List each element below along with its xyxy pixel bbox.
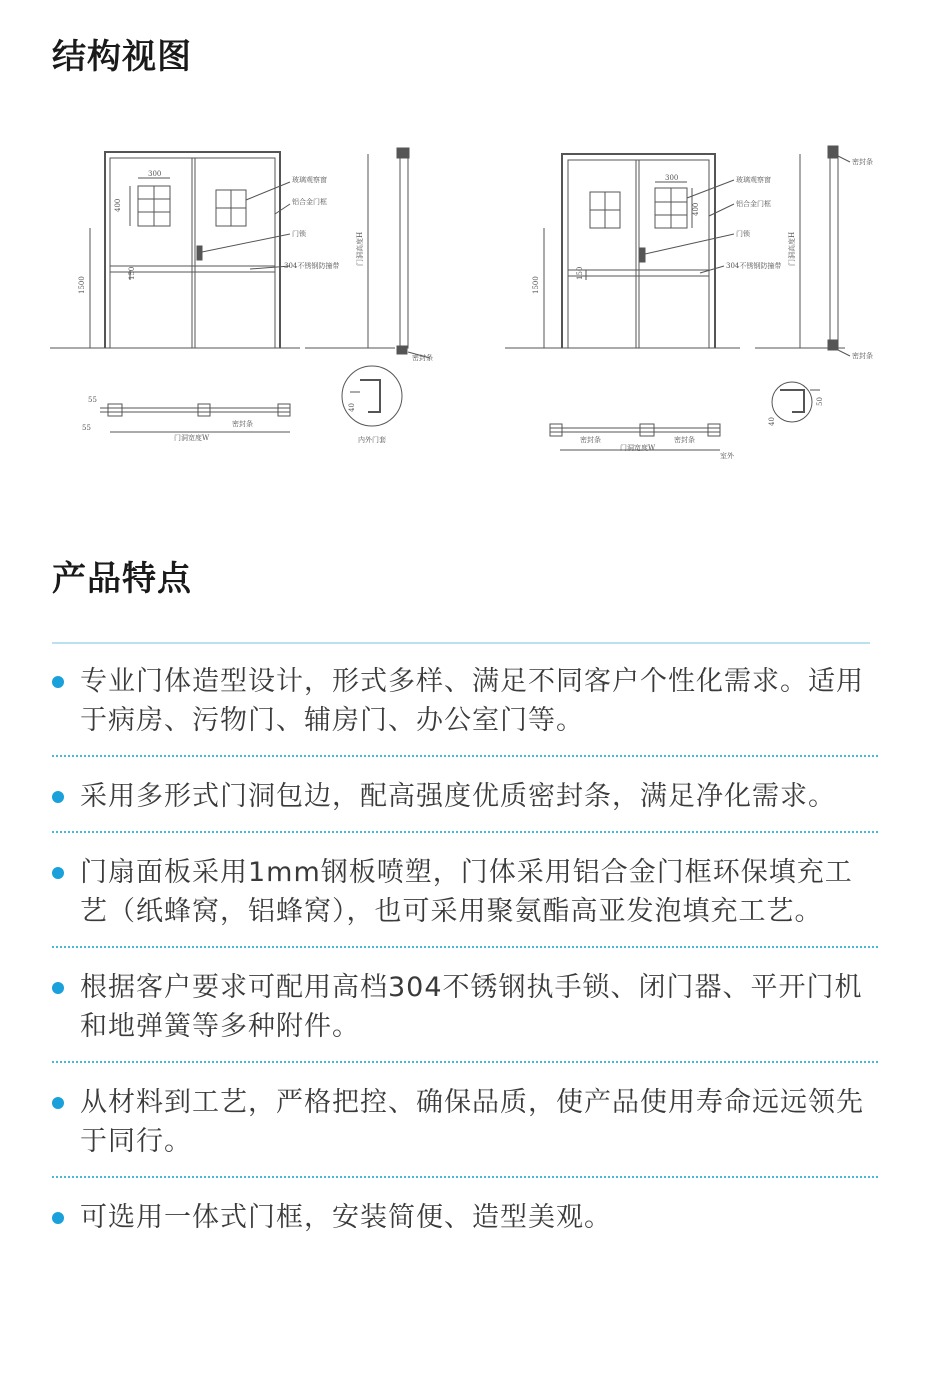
feature-text: 专业门体造型设计，形式多样、满足不同客户个性化需求。适用于病房、污物门、辅房门、办公室门等。 bbox=[80, 666, 864, 736]
structure-view-title: 结构视图 bbox=[52, 37, 192, 77]
dim-window-width: 300 bbox=[148, 170, 162, 178]
label-inner-outer-cover: 内外门套 bbox=[358, 436, 386, 444]
feature-item bbox=[52, 853, 878, 948]
label-aluminum-frame: 铝合金门框 bbox=[736, 200, 771, 208]
dim-detail-40: 40 bbox=[768, 417, 776, 426]
label-seal-top: 密封条 bbox=[852, 158, 873, 166]
feature-text: 从材料到工艺，严格把控、确保品质，使产品使用寿命远远领先于同行。 bbox=[80, 1087, 864, 1157]
bullet-dot-icon bbox=[52, 1212, 64, 1224]
feature-item bbox=[52, 1083, 878, 1178]
feature-item bbox=[52, 662, 878, 757]
dim-window-height: 400 bbox=[692, 202, 700, 216]
feature-text: 采用多形式门洞包边，配高强度优质密封条，满足净化需求。 bbox=[80, 781, 836, 812]
dim-window-width: 300 bbox=[665, 174, 679, 182]
label-aluminum-frame: 铝合金门框 bbox=[292, 198, 327, 206]
features-top-divider bbox=[52, 642, 870, 644]
feature-item bbox=[52, 777, 878, 833]
product-features-title: 产品特点 bbox=[52, 559, 192, 599]
label-seal-bottom: 密封条 bbox=[852, 352, 873, 360]
bullet-dot-icon bbox=[52, 791, 64, 803]
dim-window-height: 400 bbox=[114, 198, 122, 212]
dim-detail-50: 50 bbox=[816, 397, 824, 406]
dim-detail-40: 40 bbox=[348, 403, 356, 412]
dim-band-height: 150 bbox=[128, 266, 136, 280]
label-seal-side: 密封条 bbox=[412, 354, 433, 362]
label-opening-width: 门洞宽度W bbox=[174, 434, 210, 442]
label-glass-window: 玻璃观察窗 bbox=[736, 176, 771, 184]
label-door-lock: 门锁 bbox=[736, 230, 750, 238]
dim-band-height: 150 bbox=[576, 266, 584, 280]
feature-item bbox=[52, 1198, 878, 1252]
bullet-dot-icon bbox=[52, 982, 64, 994]
dim-lock-height: 1500 bbox=[532, 276, 540, 294]
feature-text: 门扇面板采用1mm钢板喷塑，门体采用铝合金门框环保填充工艺（纸蜂窝，铝蜂窝），也可采用聚氨酯高亚发泡填充工艺。 bbox=[80, 857, 853, 927]
dim-plan-55-bottom: 55 bbox=[82, 424, 91, 432]
dim-lock-height: 1500 bbox=[78, 276, 86, 294]
label-opening-width: 门洞宽度W bbox=[620, 444, 656, 452]
label-seal-plan-right: 密封条 bbox=[674, 436, 695, 444]
label-steel-band: 304不锈钢防撞带 bbox=[726, 262, 782, 270]
door-drawing-left bbox=[50, 140, 470, 470]
dim-plan-55-top: 55 bbox=[88, 396, 97, 404]
bullet-dot-icon bbox=[52, 676, 64, 688]
label-opening-height: 门洞高度H bbox=[788, 231, 796, 266]
feature-item bbox=[52, 968, 878, 1063]
features-list bbox=[52, 662, 878, 1272]
label-steel-band: 304不锈钢防撞带 bbox=[284, 262, 340, 270]
label-opening-height: 门洞高度H bbox=[356, 231, 364, 266]
bullet-dot-icon bbox=[52, 1097, 64, 1109]
label-glass-window: 玻璃观察窗 bbox=[292, 176, 327, 184]
door-drawing-right bbox=[500, 140, 900, 470]
label-outdoor: 室外 bbox=[720, 452, 734, 460]
feature-text: 根据客户要求可配用高档304不锈钢执手锁、闭门器、平开门机和地弹簧等多种附件。 bbox=[80, 972, 863, 1042]
label-seal-plan-left: 密封条 bbox=[580, 436, 601, 444]
label-door-lock: 门锁 bbox=[292, 230, 306, 238]
label-seal-plan: 密封条 bbox=[232, 420, 253, 428]
bullet-dot-icon bbox=[52, 867, 64, 879]
feature-text: 可选用一体式门框，安装简便、造型美观。 bbox=[80, 1202, 612, 1233]
